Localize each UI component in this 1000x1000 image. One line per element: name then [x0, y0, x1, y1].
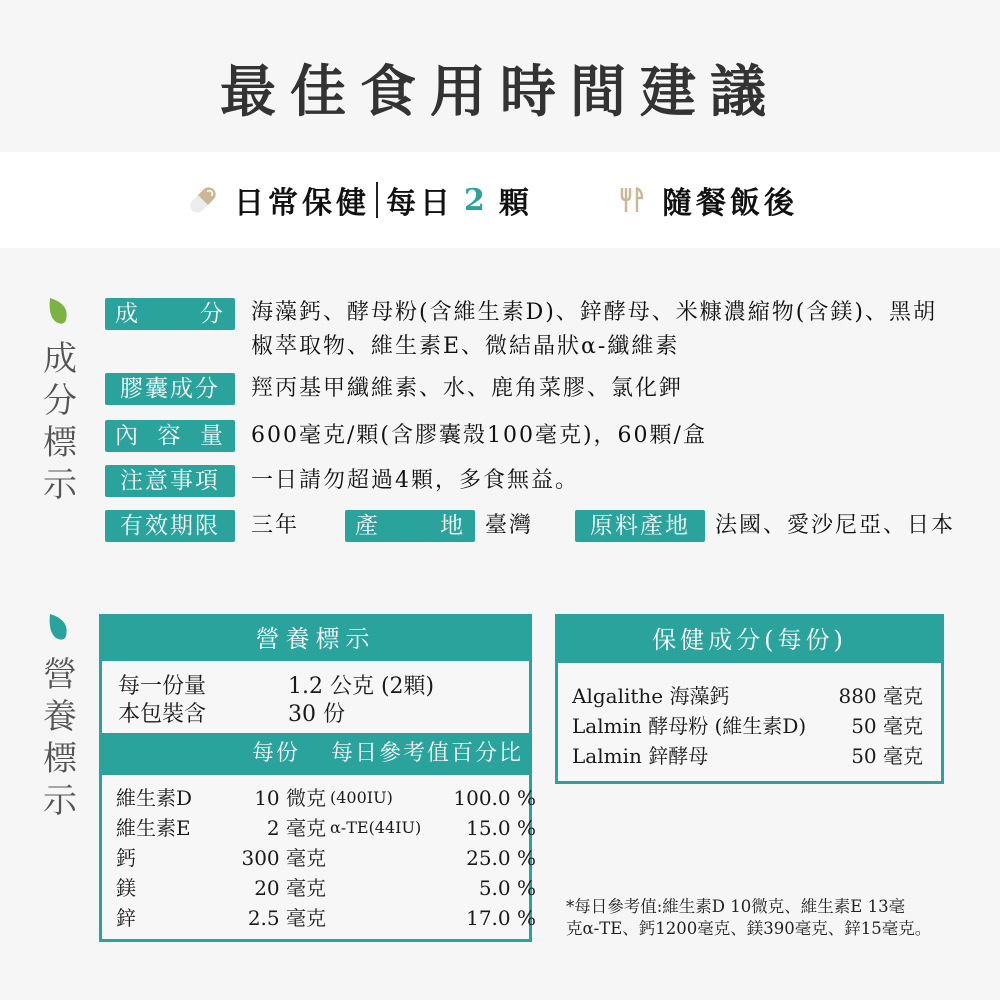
daily-dose: [188, 152, 533, 248]
tag-char: 容: [157, 423, 183, 449]
material-origin-value: 法國、愛沙尼亞、日本: [715, 513, 956, 538]
side-char: 示: [43, 781, 77, 821]
nutrient-amount: 20 毫克: [254, 876, 326, 900]
dose-unit: 顆: [498, 186, 533, 221]
capsule-value: 羥丙基甲纖維素、水、鹿角菜膠、氯化鉀: [251, 376, 684, 401]
nutrient-table: [102, 775, 536, 933]
content-tag: [105, 420, 235, 452]
value-line: 椒萃取物、維生素E、微結晶狀α-纖維素: [251, 334, 680, 359]
nutrient-pct: 17.0 %: [466, 906, 536, 930]
side-char: 分: [43, 381, 77, 421]
usage-band: [0, 152, 1000, 248]
nutrient-pct: 100.0 %: [453, 786, 536, 810]
nutrient-amount: 300 毫克: [241, 846, 326, 870]
material-origin-tag: 原料產地: [575, 510, 705, 542]
ingredients-row: [105, 298, 937, 364]
serving-size-value: 1.2 公克 (2顆): [288, 674, 435, 699]
side-char: 標: [43, 739, 77, 779]
dose-count: 2: [464, 182, 489, 218]
side-char: 標: [43, 423, 77, 463]
leaf-icon: [46, 296, 72, 326]
health-amount: 880 毫克: [838, 684, 923, 708]
servings-row: [118, 701, 529, 729]
page-title: 最佳食用時間建議: [220, 59, 780, 125]
serving-size-label: 每一份量: [118, 674, 207, 699]
side-char: 營: [43, 655, 77, 695]
nutrient-pct: 15.0 %: [466, 816, 536, 840]
health-row: [558, 711, 941, 741]
ingredients-side-label: [40, 338, 80, 506]
health-row: [558, 741, 941, 771]
servings-value: 30 份: [288, 702, 345, 727]
value-line: 海藻鈣、酵母粉(含維生素D)、鋅酵母、米糠濃縮物(含鎂)、黑胡: [251, 300, 937, 325]
nutrient-extra: [326, 873, 441, 903]
daily-value-footnote: [566, 896, 956, 940]
health-name: Lalmin 鋅酵母: [572, 744, 709, 768]
tag-char: 量: [200, 423, 225, 449]
caution-row: [105, 465, 579, 498]
per-serving-header: 每份: [252, 741, 301, 766]
health-name: Algalithe 海藻鈣: [572, 684, 730, 708]
caution-tag: 注意事項: [105, 465, 235, 497]
meal-timing: [620, 152, 798, 248]
divider: [376, 182, 378, 218]
shelf-life-value: 三年: [251, 513, 300, 538]
nutrient-name: 鎂: [116, 876, 136, 900]
nutrient-amount: 2.5 毫克: [247, 906, 326, 930]
health-amount: 50 毫克: [851, 744, 923, 768]
serving-size-row: [118, 673, 529, 701]
capsule-icon: [188, 185, 218, 215]
side-char: 養: [43, 697, 77, 737]
nutrient-extra: (400IU): [330, 788, 393, 807]
nutrient-pct: 25.0 %: [466, 846, 536, 870]
leaf-icon: [46, 612, 72, 642]
ingredients-tag: [105, 298, 235, 330]
footnote-line: *每日參考值:維生素D 10微克、維生素E 13毫: [566, 897, 906, 916]
nutrient-extra: [326, 903, 441, 933]
origin-value: 臺灣: [485, 513, 534, 538]
side-char: 成: [43, 339, 77, 379]
health-ingredients-box: [555, 614, 944, 784]
nutrient-extra: [326, 843, 441, 873]
nutrient-name: 維生素D: [116, 786, 193, 810]
tag-char: 內: [115, 423, 140, 449]
meal-timing-label: 隨餐飯後: [662, 186, 798, 221]
health-amount: 50 毫克: [851, 714, 923, 738]
nutrition-columns-header: [102, 733, 529, 775]
origin-row: [105, 510, 955, 543]
health-name: Lalmin 酵母粉 (維生素D): [572, 714, 807, 738]
fork-knife-icon: [620, 186, 644, 214]
tag-char: 分: [200, 301, 225, 327]
nutrient-amount: 2 毫克: [266, 816, 326, 840]
serving-info: [102, 661, 529, 733]
side-char: 示: [43, 465, 77, 505]
nutrition-facts-box: [99, 614, 536, 942]
nutrient-name: 鋅: [116, 906, 136, 930]
tag-char: 成: [115, 301, 140, 327]
nutrient-name: 維生素E: [116, 816, 191, 840]
health-ingredients-list: [558, 663, 941, 771]
daily-value-header: 每日參考值百分比: [331, 741, 524, 766]
content-value: 600毫克/顆(含膠囊殼100毫克)，60顆/盒: [251, 423, 707, 448]
nutrient-amount: 10 微克: [254, 786, 326, 810]
servings-label: 本包裝含: [118, 702, 207, 727]
dose-prefix: 每日: [386, 186, 454, 221]
tag-char: 產: [355, 513, 380, 539]
capsule-ingredients-row: [105, 373, 683, 406]
caution-value: 一日請勿超過4顆，多食無益。: [251, 468, 579, 493]
nutrient-pct: 5.0 %: [478, 876, 536, 900]
ingredients-value: [251, 296, 937, 364]
capsule-tag: 膠囊成分: [105, 373, 235, 405]
health-ingredients-header: 保健成分(每份): [558, 617, 941, 663]
nutrient-extra: α-TE(44IU): [330, 818, 422, 837]
content-amount-row: [105, 420, 707, 453]
daily-care-label: 日常保健: [234, 186, 370, 221]
footnote-line: 克α-TE、鈣1200毫克、鎂390毫克、鋅15毫克。: [566, 919, 932, 938]
origin-tag: [345, 510, 475, 542]
nutrition-facts-header: 營養標示: [102, 617, 529, 661]
health-row: [558, 681, 941, 711]
nutrition-side-label: [40, 654, 80, 822]
shelf-life-tag: 有效期限: [105, 510, 235, 542]
tag-char: 地: [440, 513, 465, 539]
nutrient-name: 鈣: [116, 846, 136, 870]
